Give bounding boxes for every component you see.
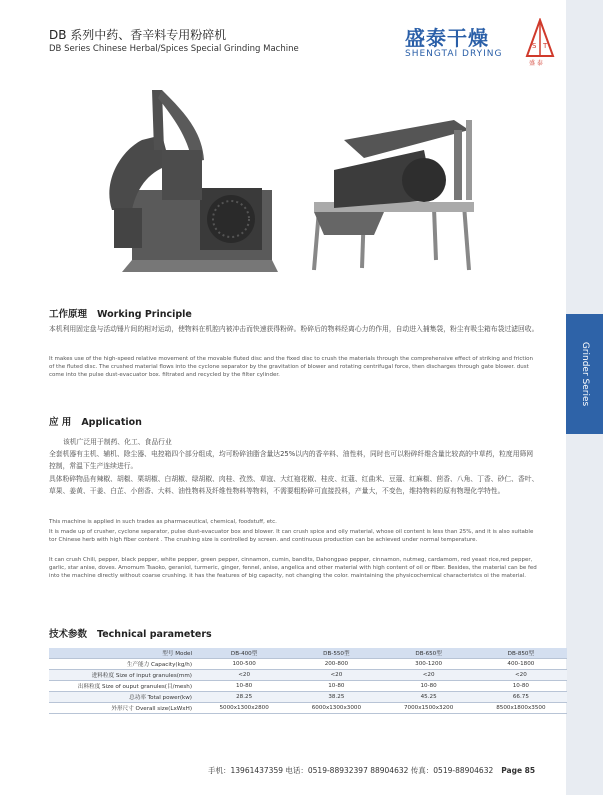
spec-header-cell: DB-850型 [475, 648, 567, 659]
application-heading-cn: 应 用 [49, 417, 72, 428]
application-text-cn-1: 该机广泛用于制药、化工、食品行业 [63, 438, 172, 446]
spec-cell: 生产能力 Capacity(kg/h) [49, 659, 198, 670]
application-text-en-2: It is made up of crusher, cyclone separator, pulse dust-evacuator box and blower. It can crush spice and oily material, whose oil content is less than 25%, and it is also suitable tor Chinese herb with high fiber content . The crushing size is controlled by screen. and continuous production can be achieved under normal temperature. [49, 529, 534, 544]
spec-cell: 进料粒度 Size of input granules(mm) [49, 670, 198, 681]
spec-cell: 6000x1300x3000 [290, 703, 382, 714]
footer-contact: 手机：13961437359 电话：0519-88932397 88904632 传真：0519-88904632 [208, 766, 494, 775]
spec-cell: 66.75 [475, 692, 567, 703]
spec-header-cell: 型号 Model [49, 648, 198, 659]
page-footer [208, 765, 535, 776]
spec-cell: <20 [475, 670, 567, 681]
spec-cell: 8500x1800x3500 [475, 703, 567, 714]
spec-cell: 5000x1300x2800 [198, 703, 290, 714]
spec-row [49, 703, 567, 714]
spec-cell: 28.25 [198, 692, 290, 703]
application-heading-en: Application [81, 417, 142, 428]
working-heading-en: Working Principle [97, 309, 192, 320]
spec-cell: 300-1200 [383, 659, 475, 670]
svg-text:S: S [532, 42, 537, 50]
company-logo [405, 18, 555, 68]
spec-cell: 外形尺寸 Overall size(LxWxH) [49, 703, 198, 714]
spec-cell: 45.25 [383, 692, 475, 703]
spec-table [49, 648, 567, 714]
spec-cell: 400-1800 [475, 659, 567, 670]
svg-text:盛 泰: 盛 泰 [529, 60, 543, 67]
application-text-en-1: This machine is applied in such trades as pharmaceutical, chemical, foodstuff, etc. [49, 519, 277, 525]
spec-header-row [49, 648, 567, 659]
logo-text-en: SHENGTAI DRYING [405, 49, 503, 59]
page-title-cn: DB 系列中药、香辛料专用粉碎机 [49, 28, 227, 42]
spec-row [49, 659, 567, 670]
spec-cell: 200-800 [290, 659, 382, 670]
spec-header-cell: DB-400型 [198, 648, 290, 659]
page-title-en: DB Series Chinese Herbal/Spices Special Grinding Machine [49, 44, 299, 54]
technical-heading-en: Technical parameters [97, 629, 212, 640]
working-text-cn: 本机利用固定盘与活动锤片间的相对运动，使物料在机腔内被冲击而快速获得粉碎。粉碎后的物料经离心力的作用，自动进入捕集袋，粉尘有吸尘箱布袋过滤回收。 [49, 325, 539, 333]
spec-cell: 出料粒度 Size of ouput granules(目/mesh) [49, 681, 198, 692]
application-text-cn-2: 全套机器有主机、辅机、除尘器、电控箱四个部分组成，均可粉碎油脂含量达25%以内的香辛料、油性料，同时也可以粉碎纤维含量比较高的中草药，粒度用筛网控制，常温下生产连续进行。 [49, 450, 534, 470]
spec-row [49, 681, 567, 692]
logo-text-cn: 盛泰干燥 [405, 26, 489, 50]
spec-cell: 10-80 [290, 681, 382, 692]
page-number: Page 85 [501, 766, 536, 775]
application-text-cn-3: 具体粉碎物品有辣椒、胡椒、栗胡椒、白胡椒、绿胡椒、肉桂、孜然、草寇、大红袍花椒、桂皮、红蔻、红曲米、豆蔻、红麻椒、茴香、八角、丁香、砂仁、香叶、草果、姜黄、干姜、白芷、小茴香、大料、油性物料及纤维性物料等物料，不需要粗粉碎可直接投料，产量大，不变色，维持物料的原有物理化学特性。 [49, 475, 539, 495]
spec-header-cell: DB-550型 [290, 648, 382, 659]
sidebar-label: Grinder Series [579, 341, 590, 407]
svg-text:T: T [543, 42, 548, 50]
spec-cell: 100-500 [198, 659, 290, 670]
machine-photo-right [304, 110, 494, 275]
spec-cell: 38.25 [290, 692, 382, 703]
application-heading [49, 414, 142, 428]
spec-cell: 总功率 Total power(kw) [49, 692, 198, 703]
machine-photo-left [92, 90, 278, 272]
working-text-en: It makes use of the high-speed relative movement of the movable fluted disc and the fixed disc to crush the materials through the comprehensive effect of striking and friction of the fluted disc. The crushed material flows into the cyclone separator by the gravitation of blower and rotating centrifugal force, then discharges through gate blower. dust come into the pulse dust-evacuator box. filtrated and recycled by the filter cylinder. [49, 356, 533, 379]
spec-row [49, 670, 567, 681]
spec-cell: 10-80 [198, 681, 290, 692]
spec-cell: <20 [383, 670, 475, 681]
working-principle-heading [49, 306, 192, 320]
spec-header-cell: DB-650型 [383, 648, 475, 659]
spec-row [49, 692, 567, 703]
application-text-en-3: It can crush Chili, pepper, black pepper, white pepper, green pepper, cinnamon, cumin, bandits, Dahongpao pepper, cinnamon, nutmeg, cardamom, red yeast rice,red pepper, garlic, star anise, doves. Amomum Tsaoko, geraniol, turmeric, ginger, fennel, anise, angelica and other material with high content of oil or fiber. Besides, the material can be fed into the machine directly without coarse crushing. it has the features of big capacity, not changing the color. maintaining the physicochemical characteristcs oi the material. [49, 557, 537, 580]
spec-cell: 10-80 [383, 681, 475, 692]
logo-mark-icon [525, 18, 555, 68]
spec-cell: <20 [290, 670, 382, 681]
spec-cell: <20 [198, 670, 290, 681]
sidebar-tab [566, 314, 603, 434]
spec-cell: 7000x1500x3200 [383, 703, 475, 714]
technical-heading [49, 626, 212, 640]
spec-cell: 10-80 [475, 681, 567, 692]
technical-heading-cn: 技术参数 [49, 629, 88, 640]
working-heading-cn: 工作原理 [49, 309, 88, 320]
